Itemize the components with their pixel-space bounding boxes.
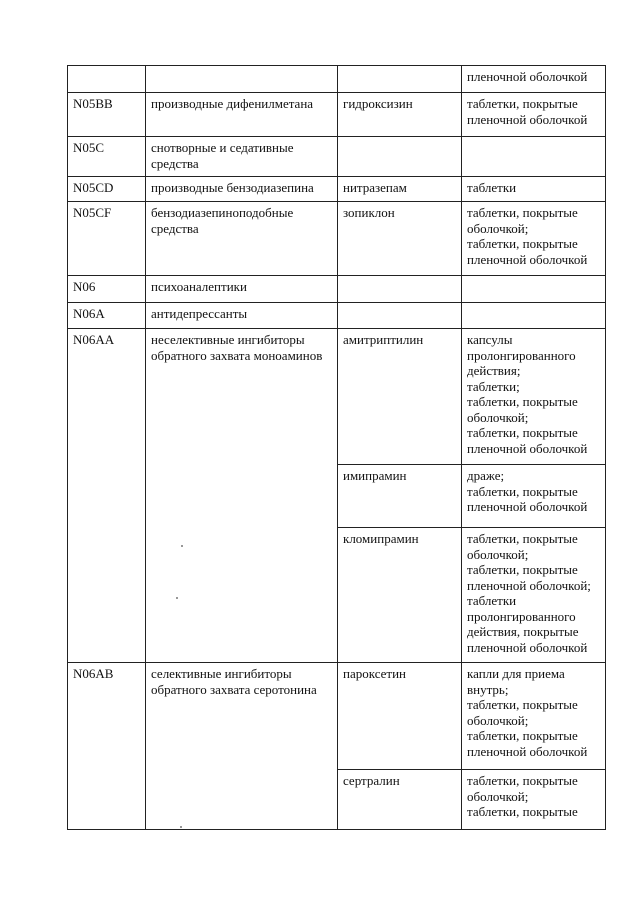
table-row <box>68 177 606 202</box>
table-row <box>68 329 606 465</box>
group-line: средства <box>151 155 199 171</box>
drug-name-cell <box>338 66 462 93</box>
group-cell <box>146 137 338 177</box>
dosage-form-line: таблетки, покрытые <box>467 205 578 220</box>
group-line: антидепрессанты <box>151 306 248 321</box>
dosage-forms-cell <box>462 528 606 663</box>
dosage-form-line: внутрь; <box>467 681 509 697</box>
drug-list-table <box>67 65 606 830</box>
atc-code-cell: N06AB <box>68 663 146 830</box>
group-line: обратного захвата моноаминов <box>151 347 323 363</box>
table-row <box>68 303 606 329</box>
drug-name-cell <box>338 303 462 329</box>
dosage-forms-cell <box>462 329 606 465</box>
dosage-forms-cell <box>462 202 606 276</box>
table-row <box>68 93 606 137</box>
dosage-form-line: таблетки, покрытые <box>467 697 578 712</box>
dosage-form-line: драже; <box>467 468 505 483</box>
dosage-form-line: таблетки, покрытые <box>467 236 578 251</box>
dosage-form-line: таблетки; <box>467 378 520 394</box>
table-row <box>68 663 606 770</box>
group-line: обратного захвата серотонина <box>151 681 317 697</box>
dosage-forms-cell <box>462 770 606 830</box>
table-row <box>68 137 606 177</box>
atc-code-cell <box>68 66 146 93</box>
dosage-form-line: таблетки, покрытые <box>467 394 578 409</box>
group-cell <box>146 93 338 137</box>
drug-name-cell: зопиклон <box>338 202 462 276</box>
atc-code-cell: N06A <box>68 303 146 329</box>
dosage-forms-cell <box>462 177 606 202</box>
dosage-forms-cell <box>462 663 606 770</box>
table-row <box>68 66 606 93</box>
group-line: селективные ингибиторы <box>151 666 292 681</box>
dosage-form-line: таблетки, покрытые <box>467 773 578 788</box>
group-cell <box>146 202 338 276</box>
dosage-forms-cell <box>462 66 606 93</box>
group-cell <box>146 177 338 202</box>
dosage-forms-cell <box>462 465 606 528</box>
dosage-form-line: пленочной оболочкой <box>467 743 588 759</box>
group-line: средства <box>151 220 199 236</box>
drug-name-cell <box>338 276 462 303</box>
dosage-form-line: пленочной оболочкой <box>467 251 588 267</box>
dosage-form-line: пленочной оболочкой <box>467 639 588 655</box>
dosage-form-line: оболочкой; <box>467 220 529 236</box>
group-cell <box>146 66 338 93</box>
dosage-form-line: оболочкой; <box>467 546 529 562</box>
drug-name-cell: кломипрамин <box>338 528 462 663</box>
dosage-form-line: таблетки, покрытые <box>467 562 578 577</box>
atc-code-cell: N05BB <box>68 93 146 137</box>
group-line: бензодиазепиноподобные <box>151 205 294 220</box>
dosage-form-line: пленочной оболочкой <box>467 499 588 514</box>
dosage-form-line: таблетки, покрытые <box>467 96 578 111</box>
dosage-form-line: таблетки <box>467 593 517 608</box>
group-line: психоаналептики <box>151 279 247 294</box>
group-cell <box>146 329 338 663</box>
dosage-form-line: пролонгированного <box>467 608 576 624</box>
dosage-form-line: пленочной оболочкой <box>467 111 588 127</box>
dosage-form-line: таблетки, покрытые <box>467 531 578 546</box>
group-cell <box>146 663 338 830</box>
dosage-form-line: оболочкой; <box>467 409 529 425</box>
group-line: производные бензодиазепина <box>151 180 314 195</box>
table-row <box>68 202 606 276</box>
dosage-form-line: пленочной оболочкой; <box>467 577 591 593</box>
drug-name-cell: сертралин <box>338 770 462 830</box>
dosage-forms-cell <box>462 93 606 137</box>
scan-speck <box>180 826 182 828</box>
dosage-form-line: капли для приема <box>467 666 565 681</box>
drug-name-cell: имипрамин <box>338 465 462 528</box>
table-row <box>68 276 606 303</box>
drug-name-cell: пароксетин <box>338 663 462 770</box>
dosage-form-line: оболочкой; <box>467 712 529 728</box>
dosage-form-line: действия, покрытые <box>467 624 579 639</box>
drug-name-cell: гидроксизин <box>338 93 462 137</box>
atc-code-cell: N05C <box>68 137 146 177</box>
drug-name-cell: амитриптилин <box>338 329 462 465</box>
group-cell <box>146 276 338 303</box>
atc-code-cell: N05CF <box>68 202 146 276</box>
dosage-forms-cell <box>462 303 606 329</box>
drug-name-cell: нитразепам <box>338 177 462 202</box>
group-line: снотворные и седативные <box>151 140 294 155</box>
dosage-form-line: пленочной оболочкой <box>467 440 588 456</box>
atc-code-cell: N06 <box>68 276 146 303</box>
dosage-form-line: оболочкой; <box>467 788 529 804</box>
scan-speck <box>176 597 178 599</box>
dosage-form-line: пролонгированного <box>467 347 576 363</box>
drug-name-cell <box>338 137 462 177</box>
atc-code-cell: N06AA <box>68 329 146 663</box>
dosage-forms-cell <box>462 137 606 177</box>
group-line: неселективные ингибиторы <box>151 332 305 347</box>
scan-speck <box>181 545 183 547</box>
dosage-form-line: таблетки <box>467 180 517 195</box>
atc-code-cell: N05CD <box>68 177 146 202</box>
dosage-forms-cell <box>462 276 606 303</box>
dosage-form-line: капсулы <box>467 332 513 347</box>
group-line: производные дифенилметана <box>151 96 314 111</box>
dosage-form-line: таблетки, покрытые <box>467 804 578 819</box>
group-cell <box>146 303 338 329</box>
dosage-form-line: действия; <box>467 363 521 378</box>
dosage-form-line: таблетки, покрытые <box>467 728 578 743</box>
dosage-form-line: таблетки, покрытые <box>467 483 578 499</box>
dosage-form-line: пленочной оболочкой <box>467 69 588 84</box>
dosage-form-line: таблетки, покрытые <box>467 425 578 440</box>
